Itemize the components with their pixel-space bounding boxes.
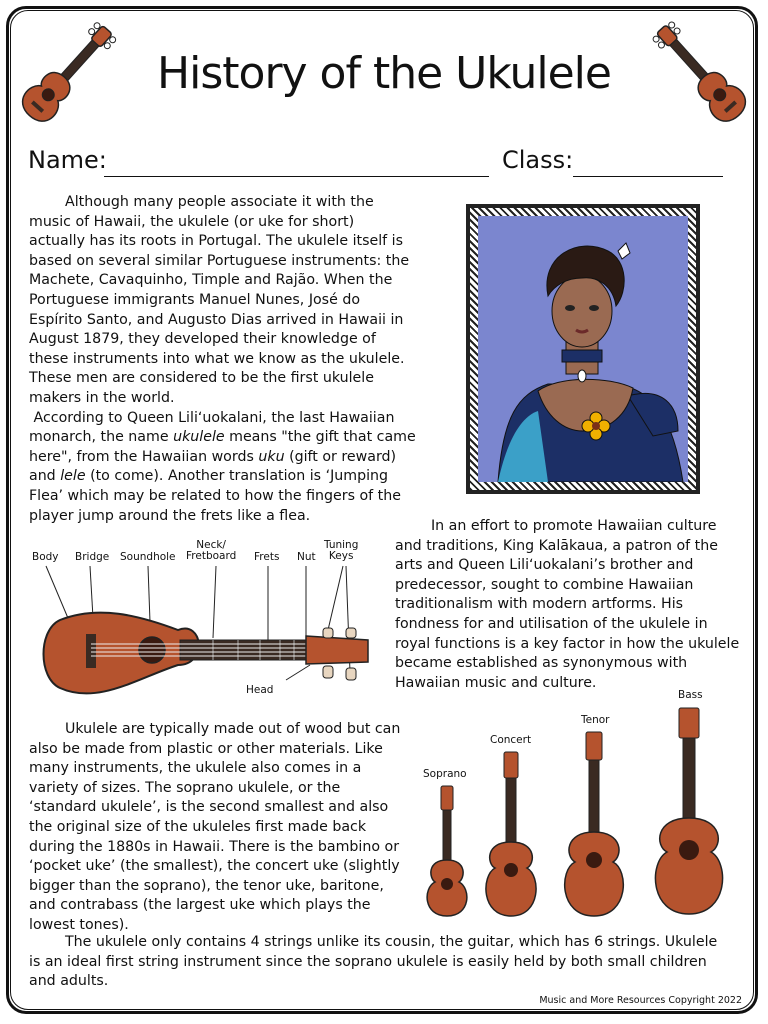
name-label: Name:: [28, 146, 107, 174]
name-field[interactable]: [104, 176, 489, 177]
label-neck: Neck/ Fretboard: [186, 539, 237, 562]
intro-paragraph: Although many people associate it with the music of Hawaii, the ukulele (or uke for short) actually has its roots in Portugal. The ukulele itself is based on several similar Portuguese instruments: the Machete, Cavaquinho, Timple and Rajão. When the Portuguese immigrants Manuel Nunes, José do Espírito Santo, and Augusto Dias arrived in Hawaii in August 1879, they developed their knowledge of these instruments into what we know as the ukulele. These men are considered to be the first ukulele makers in the world. According to Queen Liliʻuokalani, the last Hawaiian monarch, the name ukulele means "the gift that came here", from the Hawaiian words uku (gift or reward) and lele (to come). Another translation is ‘Jumping Flea’ which may be related to how the fingers of the player jump around the frets like a flea.: [29, 194, 416, 524]
label-body: Body: [32, 551, 59, 563]
class-label: Class:: [502, 146, 574, 174]
label-head: Head: [246, 684, 274, 696]
ukulele-sizes-illustration: [415, 700, 745, 922]
label-bridge: Bridge: [75, 551, 110, 563]
label-tuning-keys: Tuning Keys: [324, 539, 359, 562]
queen-portrait-frame: [466, 204, 700, 494]
concert-ukulele: [486, 752, 536, 916]
class-field[interactable]: [573, 176, 723, 177]
label-soprano: Soprano: [423, 768, 467, 780]
queen-portrait-illustration: [478, 216, 688, 482]
queen-portrait: [478, 216, 688, 482]
bass-ukulele: [655, 708, 722, 914]
label-soundhole: Soundhole: [120, 551, 176, 563]
label-tenor: Tenor: [581, 714, 610, 726]
sizes-paragraph: Ukulele are typically made out of wood but can also be made from plastic or other materials. Like many instruments, the ukulele also comes in a variety of sizes. The soprano ukulele, or the ‘standard ukulele’, is the second smallest and also the original size of the ukuleles first made back during the 1880s in Hawaii. There is the bambino or ‘pocket uke’ (the smallest), the concert uke (slightly bigger than the soprano), the tenor uke, baritone, and contrabass (the largest uke which plays the lowest tones).: [29, 721, 401, 933]
soprano-ukulele: [427, 786, 467, 916]
culture-paragraph: In an effort to promote Hawaiian culture and traditions, King Kalākaua, a patron of the arts and Queen Liliʻuokalani’s brother and predecessor, sought to combine Hawaiian traditionalism with modern artforms. His fondness for and utilisation of the ukulele in royal functions is a key factor in how the ukulele became established as synonymous with Hawaiian music and culture.: [395, 518, 740, 691]
ukulele-diagram: [28, 560, 378, 710]
tenor-ukulele: [565, 732, 624, 916]
copyright-notice: Music and More Resources Copyright 2022: [539, 995, 742, 1006]
label-nut: Nut: [297, 551, 316, 563]
label-concert: Concert: [490, 734, 532, 746]
label-frets: Frets: [254, 551, 280, 563]
page-title: History of the Ukulele: [157, 48, 611, 99]
label-bass: Bass: [678, 689, 703, 701]
strings-paragraph: The ukulele only contains 4 strings unlike its cousin, the guitar, which has 6 strings. Ukulele is an ideal first string instrument since the soprano ukulele is easily held by both small children and adults.: [29, 934, 718, 990]
